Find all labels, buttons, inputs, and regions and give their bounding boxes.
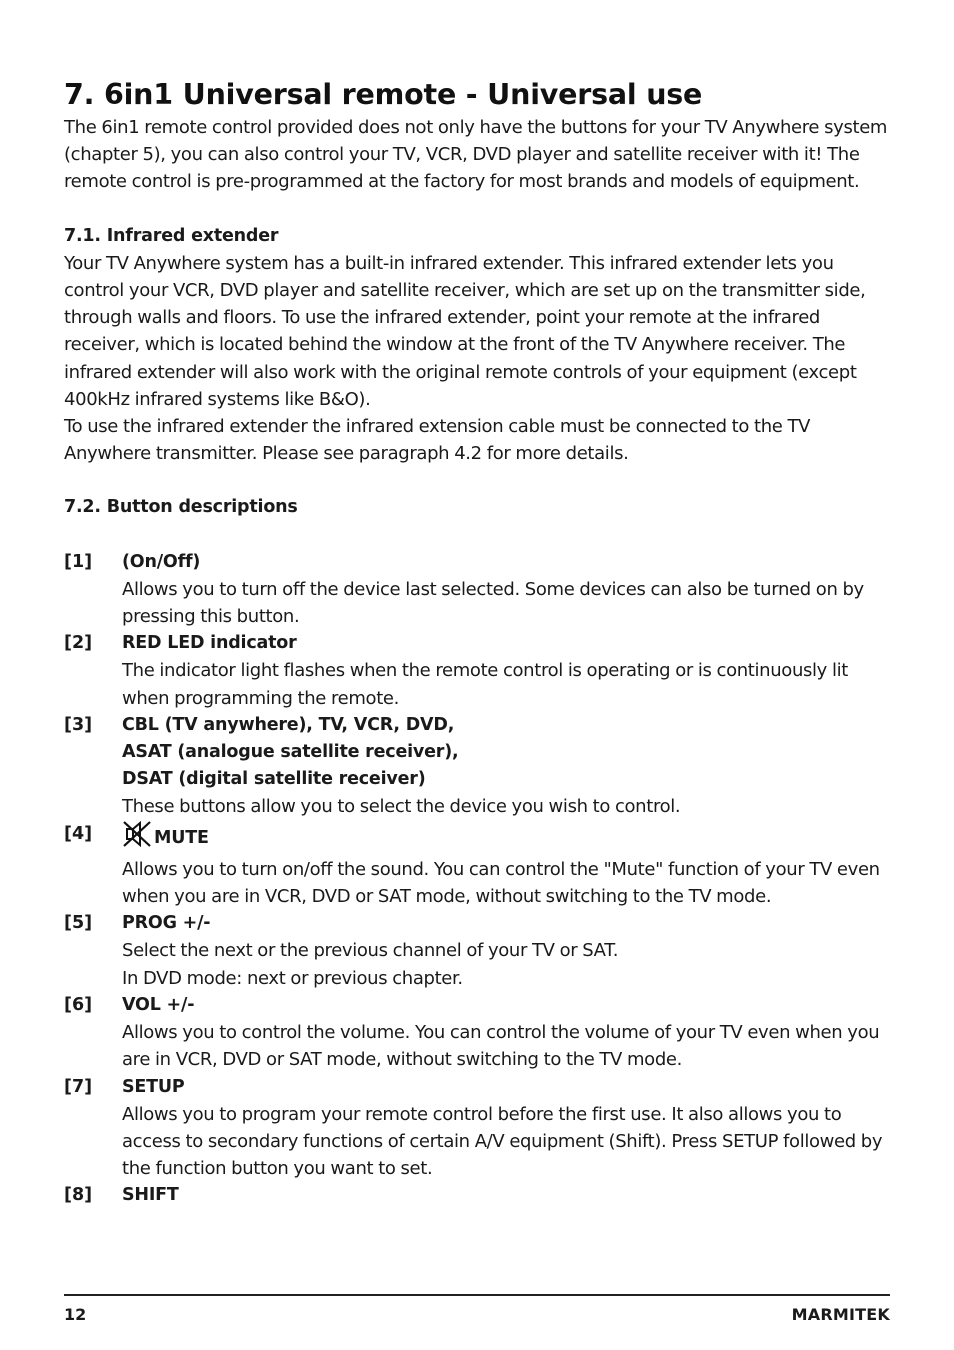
list-item	[64, 712, 890, 821]
item-number: [8]	[64, 1185, 93, 1206]
item-title: VOL +/-	[122, 994, 195, 1015]
list-item	[64, 821, 890, 911]
list-item	[64, 549, 890, 631]
item-description: Select the next or the previous channel of your TV or SAT.	[122, 940, 619, 962]
footer-divider	[64, 1294, 890, 1296]
page-content	[64, 76, 890, 1210]
item-description: Allows you to control the volume. You can control the volume of your TV even when you are in VCR, DVD or SAT mode, without switching to the TV mode.	[122, 1022, 880, 1071]
button-description-list	[64, 549, 890, 1210]
item-title: MUTE	[154, 827, 209, 848]
item-description-extra: In DVD mode: next or previous chapter.	[122, 967, 463, 989]
list-item	[64, 992, 890, 1074]
item-description: Allows you to turn on/off the sound. You can control the "Mute" function of your TV even when you are in VCR, DVD or SAT mode, without switching to the TV mode.	[122, 858, 880, 908]
section-heading-infrared-extender: 7.1. Infrared extender	[64, 225, 279, 246]
item-title: SHIFT	[122, 1185, 179, 1206]
item-number: [3]	[64, 714, 93, 735]
item-title: CBL (TV anywhere), TV, VCR, DVD, ASAT (analogue satellite receiver), DSAT (digital satellite receiver)	[122, 714, 459, 790]
item-number: [5]	[64, 913, 93, 934]
item-title: (On/Off)	[122, 551, 201, 572]
item-number: [4]	[64, 823, 93, 844]
infrared-paragraph-2: To use the infrared extender the infrared extension cable must be connected to the TV Anywhere transmitter. Please see paragraph 4.2 for more details.	[64, 416, 811, 465]
chapter-heading: 7. 6in1 Universal remote - Universal use	[64, 78, 703, 111]
item-number: [1]	[64, 551, 93, 572]
item-description: The indicator light flashes when the remote control is operating or is continuously lit when programming the remote.	[122, 660, 848, 709]
item-number: [6]	[64, 994, 93, 1015]
page-number: 12	[64, 1305, 87, 1324]
intro-paragraph: The 6in1 remote control provided does not only have the buttons for your TV Anywhere system (chapter 5), you can also control your TV, VCR, DVD player and satellite receiver with it! The remote control is pre-programmed at the factory for most brands and models of equipment.	[64, 117, 888, 193]
list-item	[64, 1074, 890, 1183]
brand-name: MARMITEK	[791, 1305, 890, 1324]
list-item	[64, 1182, 890, 1209]
item-description: Allows you to program your remote control before the first use. It also allows you to access to secondary functions of certain A/V equipment (Shift). Press SETUP followed by the function button you want to set.	[122, 1103, 883, 1180]
infrared-paragraph-1: Your TV Anywhere system has a built-in infrared extender. This infrared extender lets you control your VCR, DVD player and satellite receiver, which are set up on the transmitter side, through walls and floors. To use the infrared extender, point your remote at the infrared receiver, which is located behind the window at the front of the TV Anywhere receiver. The infrared extender will also work with the original remote controls of your equipment (except 400kHz infrared systems like B&O).	[64, 252, 866, 410]
list-item	[64, 910, 890, 992]
item-number: [2]	[64, 633, 93, 654]
item-number: [7]	[64, 1076, 93, 1097]
item-title: SETUP	[122, 1076, 185, 1097]
item-title: RED LED indicator	[122, 633, 297, 654]
item-description: These buttons allow you to select the device you wish to control.	[122, 796, 681, 818]
item-description: Allows you to turn off the device last selected. Some devices can also be turned on by pressing this button.	[122, 578, 864, 628]
item-title: PROG +/-	[122, 913, 211, 934]
mute-speaker-icon	[122, 821, 152, 856]
section-heading-button-descriptions: 7.2. Button descriptions	[64, 497, 298, 518]
list-item	[64, 630, 890, 712]
